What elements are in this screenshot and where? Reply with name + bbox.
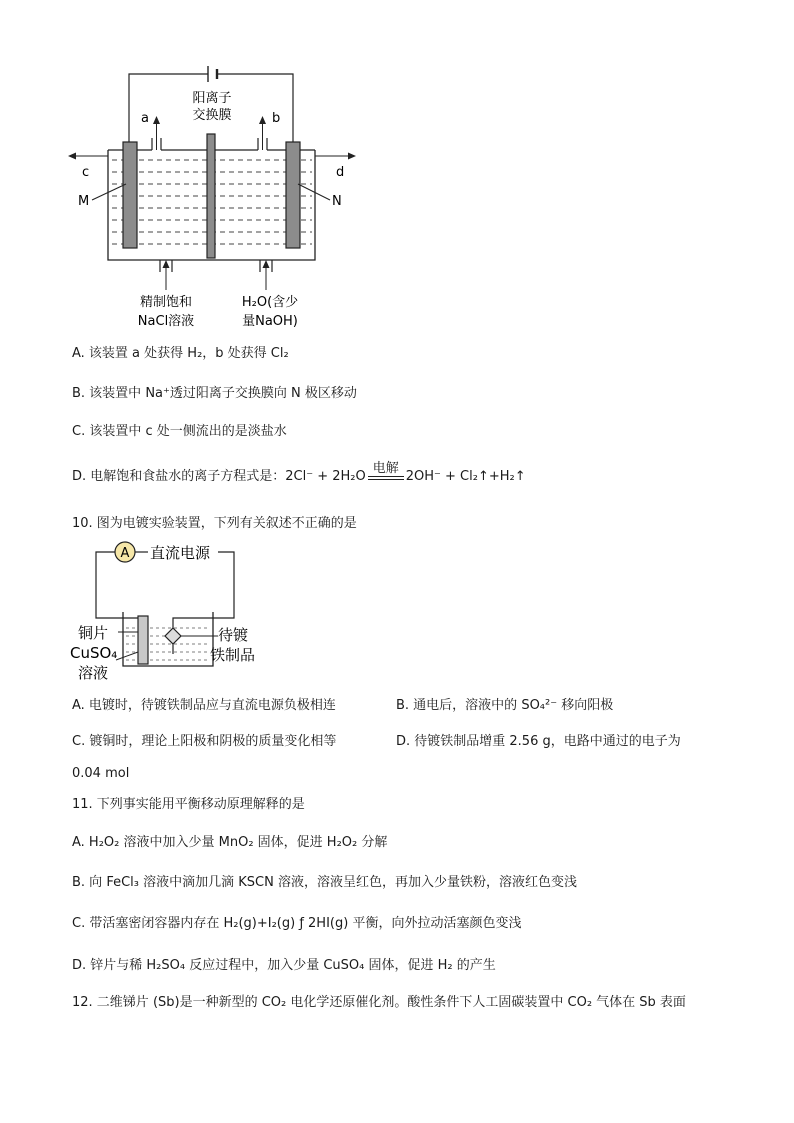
- q10-option-b: B. 通电后，溶液中的 SO₄²⁻ 移向阳极: [396, 698, 614, 713]
- membrane-label-2: 交换膜: [192, 108, 232, 123]
- label-c: c: [82, 165, 90, 180]
- q10-option-d-continued: 0.04 mol: [72, 766, 130, 781]
- electrolysis-cell-diagram: [60, 62, 380, 342]
- inlet-left-label-1: 精制饱和: [139, 295, 193, 310]
- iron-item-label-2: 铁制品: [210, 646, 256, 664]
- label-b: b: [272, 111, 281, 126]
- cuso4-label-2: 溶液: [78, 664, 109, 682]
- iron-item-label-1: 待镀: [218, 626, 249, 644]
- q11-option-b: B. 向 FeCl₃ 溶液中滴加几滴 KSCN 溶液，溶液呈红色，再加入少量铁粉，溶液红色变浅: [72, 875, 577, 890]
- q10-option-c: C. 镀铜时，理论上阳极和阴极的质量变化相等: [72, 734, 337, 749]
- electroplating-diagram: [68, 538, 288, 688]
- inlet-left-label-2: NaCl溶液: [137, 314, 195, 329]
- q9-option-d: [72, 461, 526, 486]
- q9-option-c: C. 该装置中 c 处一侧流出的是淡盐水: [72, 424, 287, 439]
- cuso4-label-1: CuSO₄: [70, 644, 118, 662]
- electrolysis-condition: [366, 461, 406, 486]
- label-M: M: [78, 194, 90, 209]
- inlet-right-label-2: 量NaOH): [242, 314, 298, 329]
- q10-option-d: D. 待镀铁制品增重 2.56 g，电路中通过的电子为: [396, 734, 681, 749]
- q9-option-b: B. 该装置中 Na⁺透过阳离子交换膜向 N 极区移动: [72, 386, 357, 401]
- copper-plate-label: 铜片: [78, 624, 109, 642]
- q11-option-a: A. H₂O₂ 溶液中加入少量 MnO₂ 固体，促进 H₂O₂ 分解: [72, 835, 388, 850]
- membrane-label-1: 阳离子: [192, 91, 232, 106]
- q11-option-c: C. 带活塞密闭容器内存在 H₂(g)+I₂(g) ƒ 2HI(g) 平衡，向外拉动活塞颜色变浅: [72, 916, 522, 931]
- q11-stem: 11. 下列事实能用平衡移动原理解释的是: [72, 797, 305, 812]
- label-d: d: [336, 165, 345, 180]
- ammeter-label: A: [120, 546, 130, 561]
- label-a: a: [141, 111, 149, 126]
- q10-option-a: A. 电镀时，待镀铁制品应与直流电源负极相连: [72, 698, 336, 713]
- label-N: N: [332, 194, 342, 209]
- q9-d-suffix: 2OH⁻ + Cl₂↑+H₂↑: [405, 469, 526, 484]
- q12-stem: 12. 二维锑片 (Sb)是一种新型的 CO₂ 电化学还原催化剂。酸性条件下人工固碳装置中 CO₂ 气体在 Sb 表面: [72, 995, 686, 1010]
- power-source-label: 直流电源: [150, 544, 211, 562]
- q10-stem: 10. 图为电镀实验装置，下列有关叙述不正确的是: [72, 516, 357, 531]
- electrolysis-condition-label: 电解: [372, 461, 399, 476]
- q9-option-a: A. 该装置 a 处获得 H₂，b 处获得 Cl₂: [72, 346, 289, 361]
- q9-d-prefix: D. 电解饱和食盐水的离子方程式是：2Cl⁻ + 2H₂O: [72, 469, 366, 484]
- inlet-right-label-1: H₂O(含少: [241, 295, 299, 310]
- q11-option-d: D. 锌片与稀 H₂SO₄ 反应过程中，加入少量 CuSO₄ 固体，促进 H₂ 的产生: [72, 958, 496, 973]
